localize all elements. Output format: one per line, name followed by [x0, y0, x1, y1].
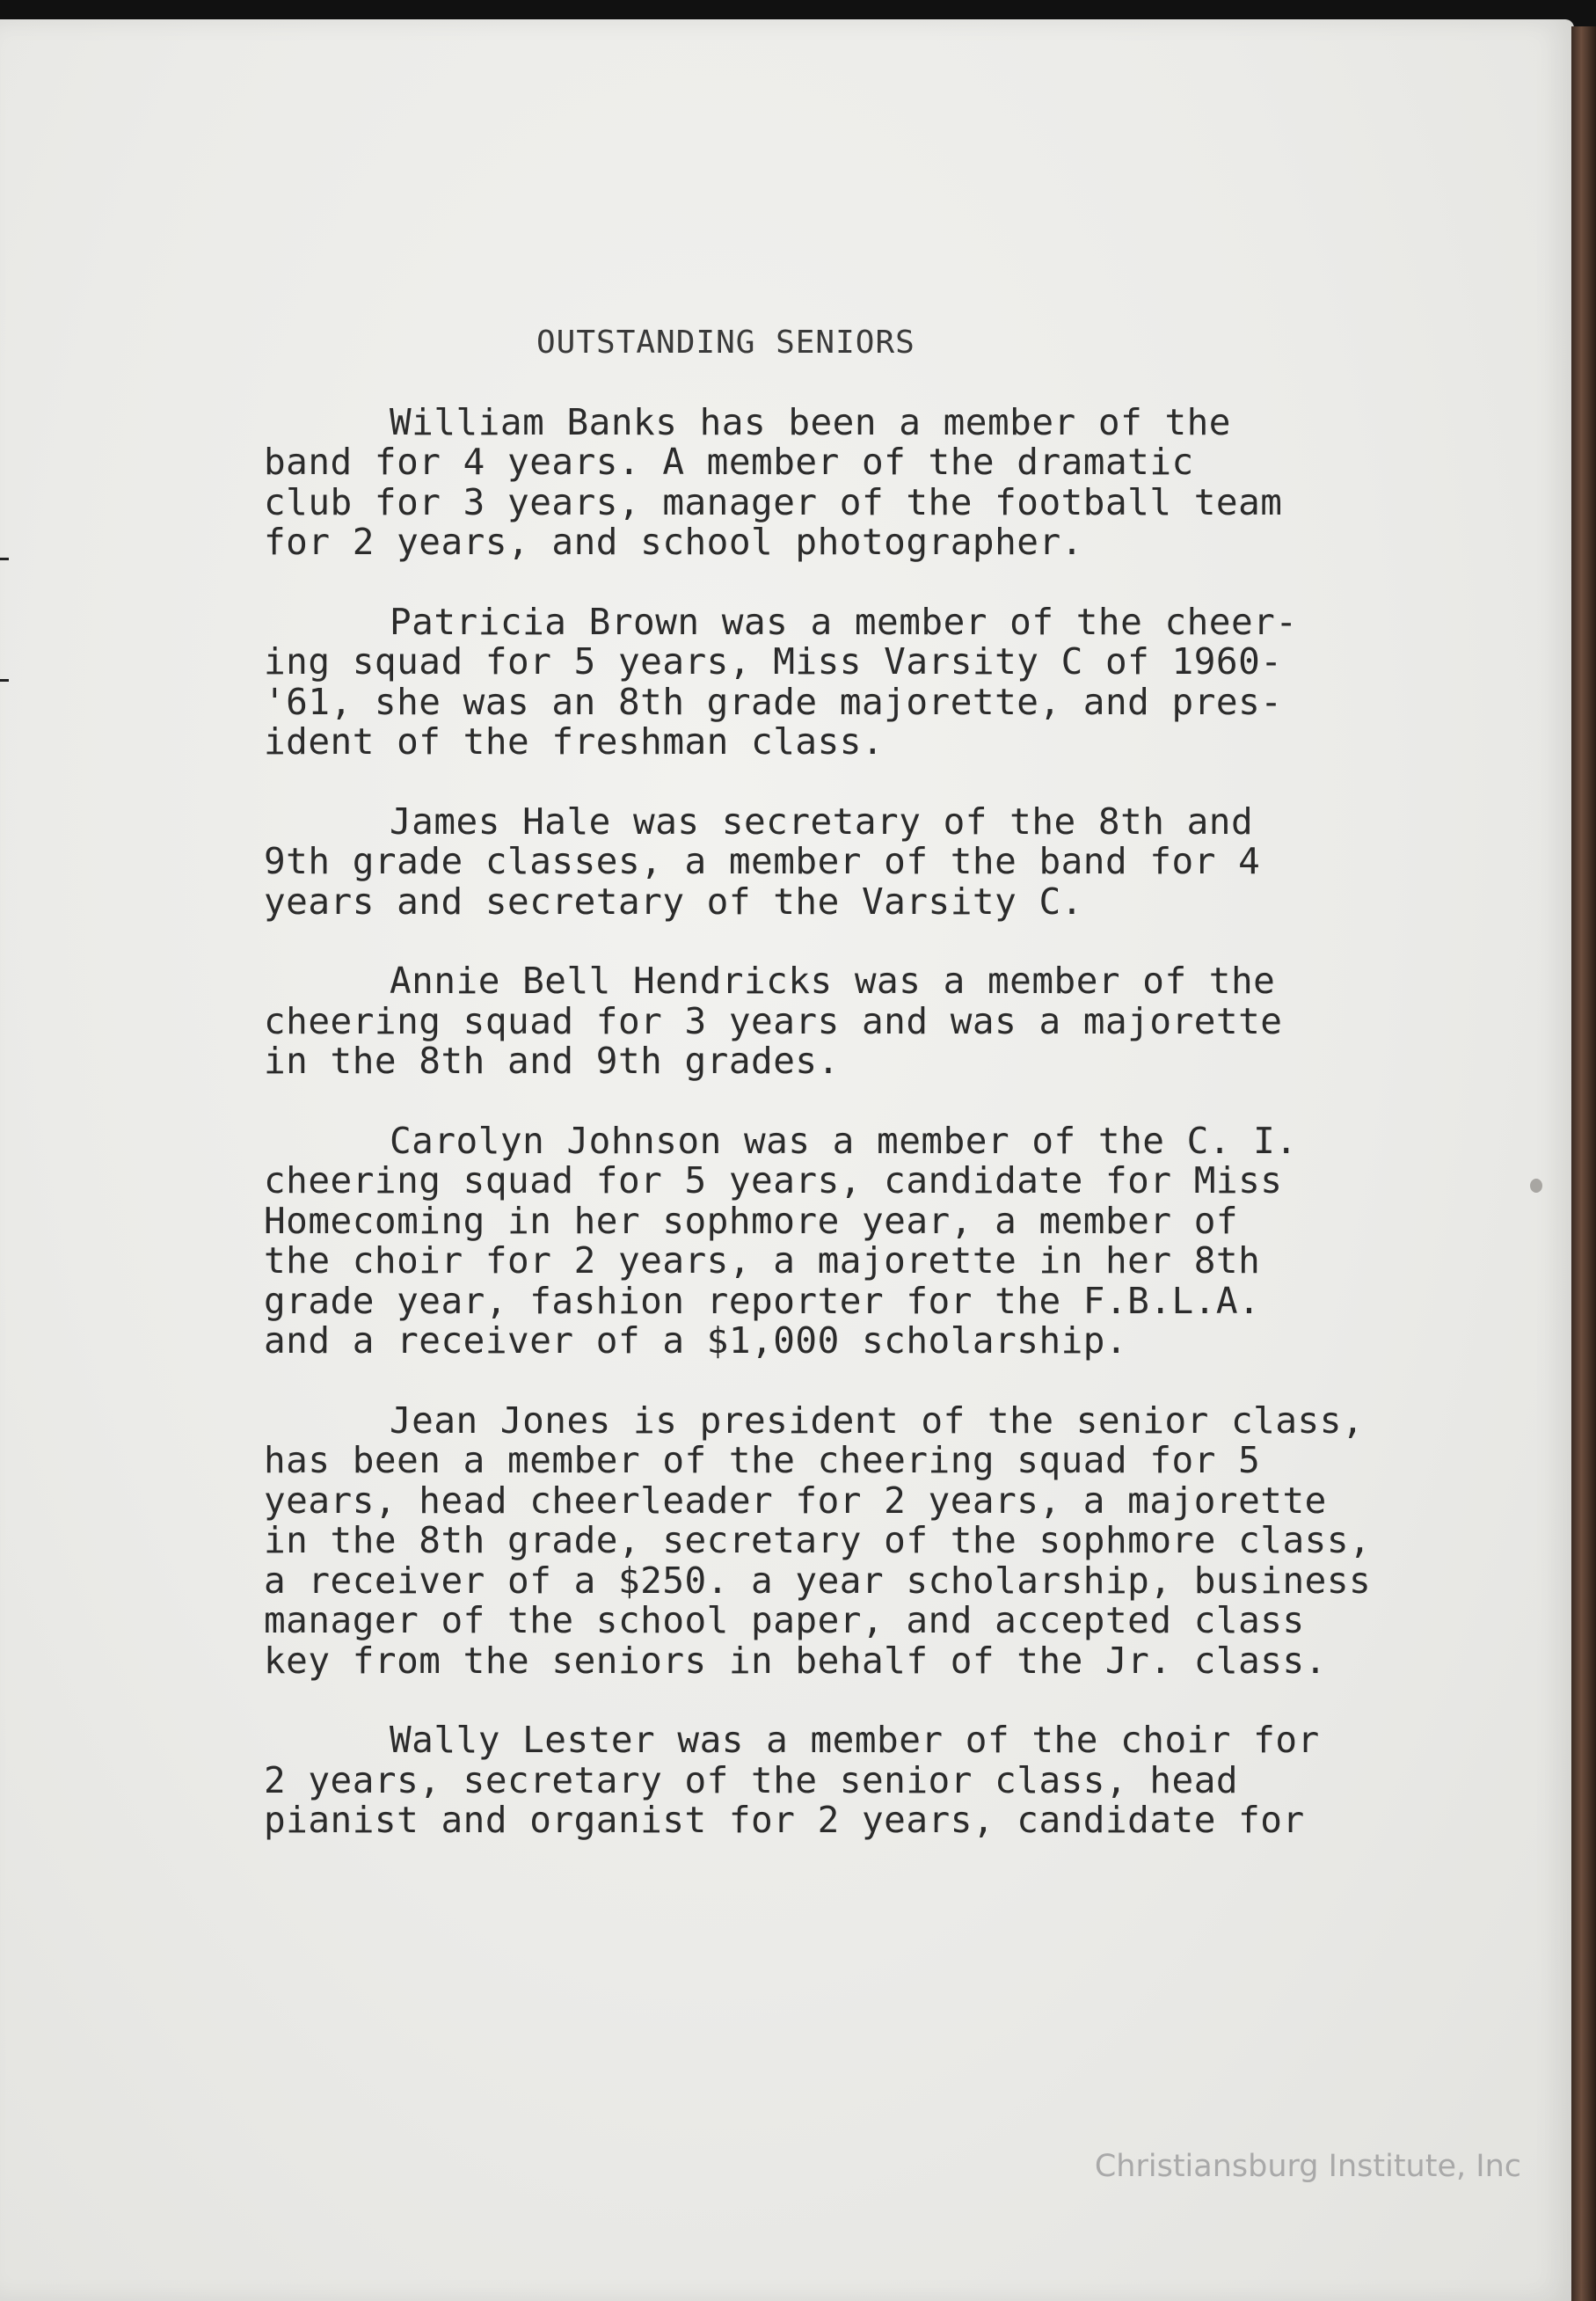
- paragraph-wally-lester: [264, 1720, 1530, 1841]
- binding-mark: [0, 558, 9, 560]
- text-line: key from the seniors in behalf of the Jr. class.: [264, 1639, 1327, 1682]
- paragraph-carolyn-johnson: [264, 1121, 1530, 1362]
- text-line: band for 4 years. A member of the dramatic: [264, 441, 1194, 483]
- text-line: for 2 years, and school photographer.: [264, 521, 1083, 563]
- text-line: has been a member of the cheering squad for 5: [264, 1439, 1261, 1481]
- text-line: club for 3 years, manager of the football team: [264, 480, 1283, 523]
- text-line: '61, she was an 8th grade majorette, and pres-: [264, 680, 1283, 723]
- binding-mark: [0, 679, 9, 682]
- text-line: William Banks has been a member of the: [390, 400, 1231, 443]
- paragraph-patricia-brown: [264, 600, 1530, 763]
- text-line: cheering squad for 3 years and was a majorette: [264, 999, 1283, 1042]
- text-line: 9th grade classes, a member of the band for 4: [264, 840, 1261, 882]
- text-line: ident of the freshman class.: [264, 720, 885, 763]
- paragraph-jean-jones: [264, 1401, 1530, 1682]
- text-line: James Hale was secretary of the 8th and: [390, 800, 1254, 843]
- text-line: in the 8th and 9th grades.: [264, 1040, 840, 1082]
- text-line: Wally Lester was a member of the choir for: [390, 1719, 1320, 1761]
- text-line: and a receiver of a $1,000 scholarship.: [264, 1319, 1128, 1362]
- text-line: manager of the school paper, and accepted class: [264, 1599, 1305, 1641]
- paper-speck: [1530, 1179, 1542, 1193]
- document-page: [0, 19, 1574, 2301]
- text-line: 2 years, secretary of the senior class, head: [264, 1758, 1239, 1801]
- text-line: Carolyn Johnson was a member of the C. I.: [390, 1119, 1298, 1162]
- text-line: ing squad for 5 years, Miss Varsity C of 1960-: [264, 640, 1283, 683]
- text-line: Homecoming in her sophmore year, a member of: [264, 1199, 1239, 1242]
- text-line: pianist and organist for 2 years, candidate for: [264, 1799, 1305, 1841]
- text-line: the choir for 2 years, a majorette in her 8th: [264, 1239, 1261, 1282]
- typed-text-block: [264, 323, 1530, 1881]
- paragraph-william-banks: [264, 400, 1530, 563]
- paragraph-annie-bell-hendricks: [264, 961, 1530, 1082]
- watermark-text: Christiansburg Institute, Inc: [1094, 2149, 1521, 2184]
- text-line: cheering squad for 5 years, candidate for Miss: [264, 1159, 1283, 1202]
- paragraph-james-hale: [264, 802, 1530, 923]
- text-line: Annie Bell Hendricks was a member of the: [390, 960, 1276, 1002]
- text-line: a receiver of a $250. a year scholarship, business: [264, 1559, 1372, 1602]
- text-line: grade year, fashion reporter for the F.B.L.A.: [264, 1279, 1261, 1322]
- text-line: Patricia Brown was a member of the cheer-: [390, 600, 1298, 643]
- page-title: OUTSTANDING SENIORS: [536, 325, 915, 361]
- text-line: in the 8th grade, secretary of the sophmore class,: [264, 1519, 1372, 1561]
- text-line: years, head cheerleader for 2 years, a majorette: [264, 1479, 1327, 1522]
- text-line: years and secretary of the Varsity C.: [264, 880, 1083, 923]
- book-spine-edge: [1571, 26, 1596, 2301]
- text-line: Jean Jones is president of the senior class,: [390, 1399, 1365, 1442]
